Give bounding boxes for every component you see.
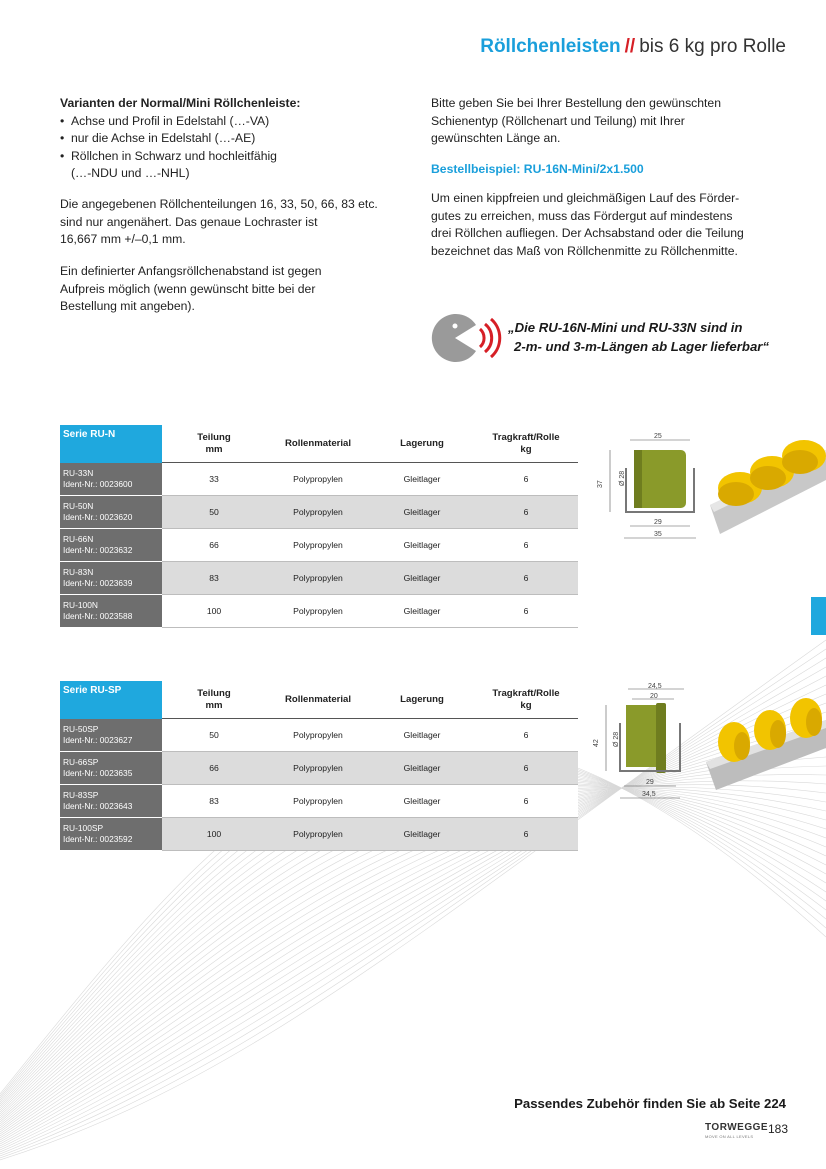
svg-text:Ø 28: Ø 28 [619, 470, 626, 486]
tragkraft-value: 6 [474, 785, 578, 818]
svg-text:35: 35 [654, 531, 662, 538]
svg-text:20: 20 [650, 693, 658, 700]
material-value: Polypropylen [266, 719, 370, 752]
product-name: RU-50SP [63, 724, 99, 734]
ident-number: Ident-Nr.: 0023635 [63, 768, 133, 778]
svg-text:37: 37 [597, 480, 604, 488]
svg-text:29: 29 [654, 519, 662, 526]
variant-item: • nur die Achse in Edelstahl (…-AE) [60, 130, 410, 148]
col-teilung: Teilung mm [162, 681, 266, 719]
col-lagerung: Lagerung [370, 681, 474, 719]
quote-line: 2-m- und 3-m-Längen ab Lager lieferbar“ [514, 339, 769, 354]
teilung-value: 66 [162, 529, 266, 562]
variants-heading: Varianten der Normal/Mini Röllchenleiste: [60, 96, 301, 110]
tragkraft-value: 6 [474, 463, 578, 496]
product-name-cell [60, 752, 162, 785]
teilung-value: 100 [162, 818, 266, 851]
start-line: Ein definierter Anfangsröllchenabstand ist gegen [60, 264, 322, 278]
product-name-cell [60, 818, 162, 851]
stock-quote [508, 318, 769, 356]
pitch-line: 16,667 mm +/–0,1 mm. [60, 232, 186, 246]
col-tragkraft: Tragkraft/Rolle kg [474, 681, 578, 719]
lagerung-value: Gleitlager [370, 529, 474, 562]
product-name: RU-100N [63, 600, 98, 610]
conveying-paragraph [431, 190, 791, 260]
svg-text:25: 25 [654, 433, 662, 440]
tragkraft-value: 6 [474, 529, 578, 562]
table-row [60, 496, 578, 529]
teilung-value: 100 [162, 595, 266, 628]
conveying-line: drei Röllchen aufliegen. Der Achsabstand oder die Teilung [431, 226, 744, 240]
teilung-value: 83 [162, 785, 266, 818]
start-line: Bestellung mit angeben). [60, 299, 195, 313]
tragkraft-value: 6 [474, 562, 578, 595]
series-ru-sp-label: Serie RU-SP [60, 681, 162, 719]
conveying-line: gutes zu erreichen, muss das Fördergut auf mindestens [431, 208, 733, 223]
tragkraft-value: 6 [474, 818, 578, 851]
product-name-cell [60, 562, 162, 595]
teilung-value: 83 [162, 562, 266, 595]
tragkraft-value: 6 [474, 719, 578, 752]
col-material: Rollenmaterial [266, 425, 370, 463]
teilung-value: 66 [162, 752, 266, 785]
lagerung-value: Gleitlager [370, 752, 474, 785]
page-title [480, 36, 786, 58]
svg-text:24,5: 24,5 [648, 683, 662, 690]
chapter-tab-marker [811, 597, 826, 635]
svg-text:29: 29 [646, 779, 654, 786]
ident-number: Ident-Nr.: 0023643 [63, 801, 133, 811]
start-distance-paragraph [60, 263, 410, 316]
pitch-line: Die angegebenen Röllchenteilungen 16, 33, 50, 66, 83 etc. [60, 197, 378, 211]
product-name-cell [60, 595, 162, 628]
ru-n-technical-drawing [590, 428, 700, 548]
product-name: RU-66N [63, 534, 94, 544]
product-name-cell [60, 785, 162, 818]
product-name-cell [60, 719, 162, 752]
order-paragraph [431, 95, 791, 148]
lagerung-value: Gleitlager [370, 785, 474, 818]
page-number: 183 [768, 1122, 789, 1136]
pitch-line: sind nur angenähert. Das genaue Lochraster ist [60, 214, 318, 229]
series-ru-n-label: Serie RU-N [60, 425, 162, 463]
accessory-note: Passendes Zubehör finden Sie ab Seite 224 [514, 1096, 786, 1111]
table-row [60, 595, 578, 628]
tragkraft-value: 6 [474, 752, 578, 785]
lagerung-value: Gleitlager [370, 562, 474, 595]
title-rest: bis 6 kg pro Rolle [639, 36, 786, 57]
material-value: Polypropylen [266, 529, 370, 562]
ident-number: Ident-Nr.: 0023588 [63, 611, 133, 621]
col-material: Rollenmaterial [266, 681, 370, 719]
variant-item: • Achse und Profil in Edelstahl (…-VA) [60, 113, 410, 131]
product-name-cell [60, 463, 162, 496]
table-row [60, 752, 578, 785]
ru-sp-technical-drawing [590, 683, 700, 808]
table-row [60, 818, 578, 851]
variants-list [60, 113, 410, 166]
product-name: RU-33N [63, 468, 94, 478]
product-name: RU-50N [63, 501, 94, 511]
lagerung-value: Gleitlager [370, 595, 474, 628]
material-value: Polypropylen [266, 595, 370, 628]
table-row [60, 719, 578, 752]
lagerung-value: Gleitlager [370, 818, 474, 851]
material-value: Polypropylen [266, 785, 370, 818]
teilung-value: 50 [162, 719, 266, 752]
variants-block [60, 95, 410, 183]
order-line: Bitte geben Sie bei Ihrer Bestellung den gewünschten [431, 96, 721, 110]
ident-number: Ident-Nr.: 0023600 [63, 479, 133, 489]
pitch-paragraph [60, 196, 410, 249]
product-name: RU-83N [63, 567, 94, 577]
table-ru-sp [60, 681, 578, 851]
col-tragkraft: Tragkraft/Rolle kg [474, 425, 578, 463]
torwegge-logo: TORWEGGE [705, 1122, 769, 1133]
material-value: Polypropylen [266, 752, 370, 785]
ident-number: Ident-Nr.: 0023592 [63, 834, 133, 844]
order-line: gewünschten Länge an. [431, 131, 561, 145]
product-name: RU-66SP [63, 757, 99, 767]
teilung-value: 50 [162, 496, 266, 529]
title-separator: // [624, 36, 636, 57]
start-line: Aufpreis möglich (wenn gewünscht bitte bei der [60, 281, 316, 296]
material-value: Polypropylen [266, 463, 370, 496]
quote-line: „Die RU-16N-Mini und RU-33N sind in [508, 320, 743, 335]
ru-n-product-photo [700, 430, 826, 540]
product-name-cell [60, 529, 162, 562]
teilung-value: 33 [162, 463, 266, 496]
ident-number: Ident-Nr.: 0023639 [63, 578, 133, 588]
order-example: Bestellbeispiel: RU-16N-Mini/2x1.500 [431, 162, 644, 176]
ident-number: Ident-Nr.: 0023632 [63, 545, 133, 555]
conveying-line: bezeichnet das Maß von Röllchenmitte zu Röllchenmitte. [431, 243, 738, 258]
col-lagerung: Lagerung [370, 425, 474, 463]
product-name: RU-83SP [63, 790, 99, 800]
conveying-line: Um einen kippfreien und gleichmäßigen Lauf des Förder- [431, 191, 740, 205]
table-row [60, 785, 578, 818]
stock-availability-icon [430, 313, 502, 363]
product-name: RU-100SP [63, 823, 104, 833]
svg-text:42: 42 [593, 739, 600, 747]
material-value: Polypropylen [266, 818, 370, 851]
tragkraft-value: 6 [474, 496, 578, 529]
table-row [60, 562, 578, 595]
variant-item-cont: (…-NDU und …-NHL) [71, 166, 190, 180]
lagerung-value: Gleitlager [370, 463, 474, 496]
material-value: Polypropylen [266, 496, 370, 529]
table-row [60, 463, 578, 496]
col-teilung: Teilung mm [162, 425, 266, 463]
tragkraft-value: 6 [474, 595, 578, 628]
table-ru-n [60, 425, 578, 628]
order-line: Schienentyp (Röllchenart und Teilung) mit Ihrer [431, 113, 685, 128]
logo-tagline: MOVE ON ALL LEVELS [705, 1134, 754, 1139]
svg-text:34,5: 34,5 [642, 791, 656, 798]
svg-text:Ø 28: Ø 28 [613, 731, 620, 747]
ident-number: Ident-Nr.: 0023620 [63, 512, 133, 522]
table-row [60, 529, 578, 562]
material-value: Polypropylen [266, 562, 370, 595]
lagerung-value: Gleitlager [370, 496, 474, 529]
lagerung-value: Gleitlager [370, 719, 474, 752]
ident-number: Ident-Nr.: 0023627 [63, 735, 133, 745]
variant-item: • Röllchen in Schwarz und hochleitfähig [60, 148, 410, 166]
title-bold: Röllchenleisten [480, 36, 621, 57]
product-name-cell [60, 496, 162, 529]
ru-sp-product-photo [700, 690, 826, 800]
